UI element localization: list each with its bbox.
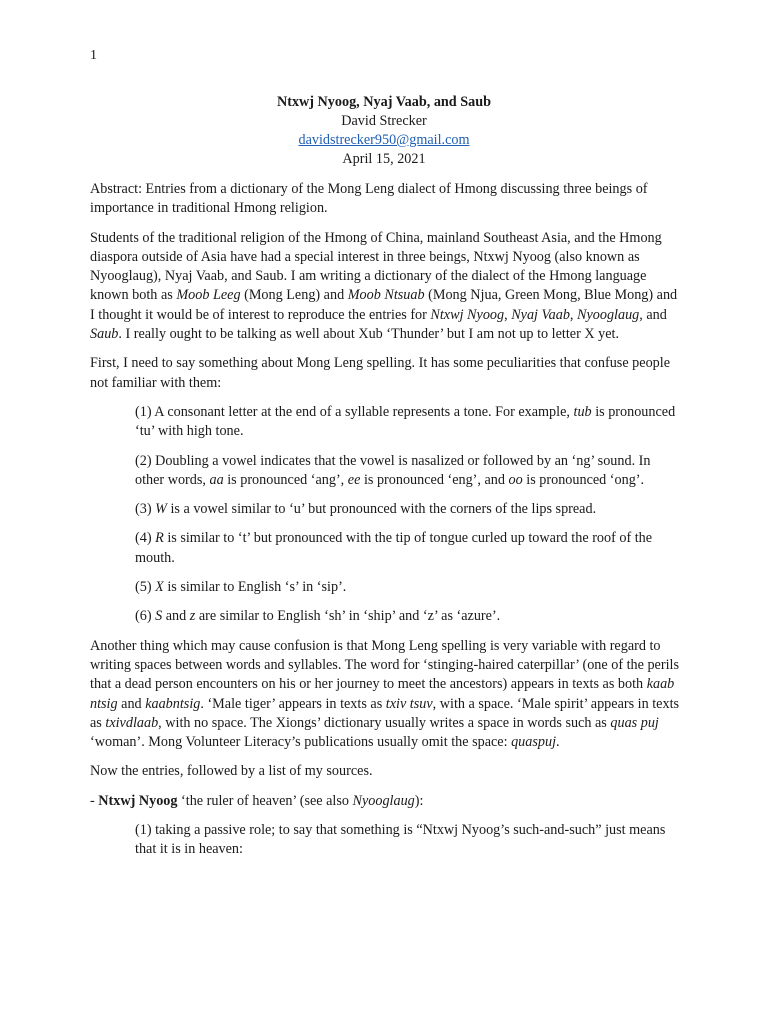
author-email-link[interactable]: davidstrecker950@gmail.com [298,132,470,148]
paper-title: Ntxwj Nyoog, Nyaj Vaab, and Saub [276,94,492,110]
spelling-rule-5: (5) X is similar to English ‘s’ in ‘sip’. [135,579,347,596]
spelling-rule-3: (3) W is a vowel similar to ‘u’ but pronounced with the corners of the lips spread. [135,501,597,518]
spacing-paragraph: Another thing which may cause confusion is that Mong Leng spelling is very variable with regard to writing spaces between words and syllables. The word for ‘stinging-haired caterpillar’ (one of the perils that a dead person encounters on his or her journey to meet the ancestors) appears in texts as both kaab ntsig and kaabntsig. ‘Male tiger’ appears in texts as txiv tsuv, with a space. ‘Male spirit’ appears in texts as txivdlaab, with no space. The Xiongs’ dictionary usually writes a space in words such as quas puj ‘woman’. Mong Volunteer Literacy’s publications usually omit the space: quaspuj. [90,637,680,751]
intro-paragraph: Students of the traditional religion of the Hmong of China, mainland Southeast Asia, and the Hmong diaspora outside of Asia have had a special interest in three beings, Ntxwj Nyoog (also known as Nyooglaug), Nyaj Vaab, and Saub. I am writing a dictionary of the dialect of the Hmong language known both as Moob Leeg (Mong Leng) and Moob Ntsuab (Mong Njua, Green Mong, Blue Mong) and I thought it would be of interest to reproduce the entries for Ntxwj Nyoog, Nyaj Vaab, Nyooglaug, and Saub. I really ought to be talking as well about Xub ‘Thunder’ but I am not up to letter X yet. [90,229,678,343]
paper-body [90,180,680,870]
abstract-paragraph: Abstract: Entries from a dictionary of the Mong Leng dialect of Hmong discussing three beings of importance in traditional Hmong religion. [90,181,648,217]
paper-date: April 15, 2021 [342,151,426,167]
page-number: 1 [90,48,97,63]
entry-cross-reference: Nyooglaug [352,792,415,809]
spelling-rule-4: (4) R is similar to ‘t’ but pronounced with the tip of tongue curled up toward the roof of the mouth. [135,530,653,566]
spelling-rule-1: (1) A consonant letter at the end of a syllable represents a tone. For example, tub is pronounced ‘tu’ with high tone. [135,403,676,440]
spelling-intro-paragraph: First, I need to say something about Mong Leng spelling. It has some peculiarities that confuse people not familiar with them: [90,355,670,391]
author-name: David Strecker [341,113,427,129]
entry-sense-1: (1) taking a passive role; to say that something is “Ntxwj Nyoog’s such-and-such” just means that it is in heaven: [135,822,666,858]
paper-header [90,93,678,169]
dictionary-entry-ntxwj-nyoog: - Ntxwj Nyoog ‘the ruler of heaven’ (see also Nyooglaug): [90,792,424,809]
spelling-rule-6: (6) S and z are similar to English ‘sh’ in ‘ship’ and ‘z’ as ‘azure’. [135,608,501,625]
spelling-rule-2: (2) Doubling a vowel indicates that the vowel is nasalized or followed by an ‘ng’ sound. In other words, aa is pronounced ‘ang’, ee is pronounced ‘eng’, and oo is pronounced ‘ong’. [135,452,651,488]
entries-intro-paragraph: Now the entries, followed by a list of my sources. [90,763,373,780]
entry-headword: Ntxwj Nyoog [98,792,178,809]
